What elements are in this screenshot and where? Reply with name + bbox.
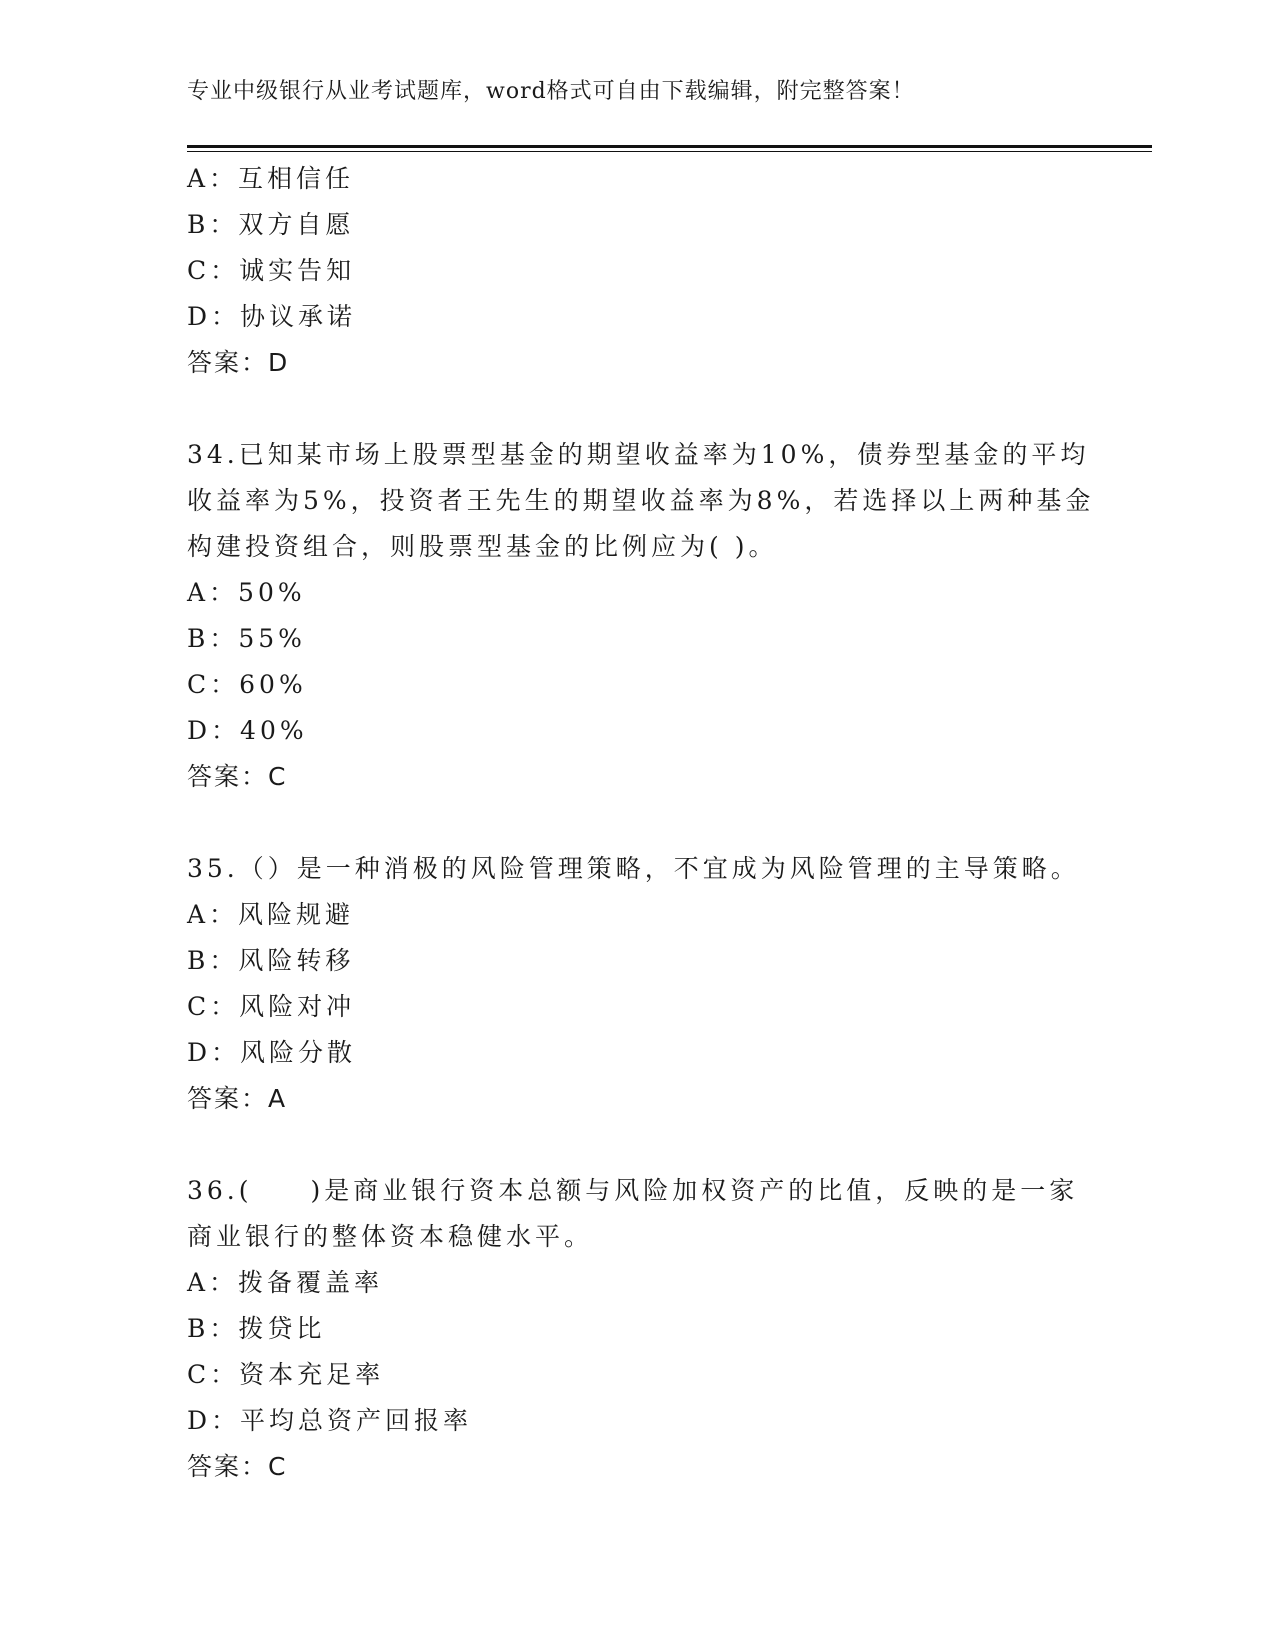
option-b: B：拨贷比 xyxy=(187,1314,326,1343)
answer-line: 答案：C xyxy=(187,1452,288,1481)
option-d: D：协议承诺 xyxy=(187,302,357,331)
question-text: 35.（）是一种消极的风险管理策略，不宜成为风险管理的主导策略。 xyxy=(187,854,1080,883)
header-rule-thin xyxy=(187,151,1152,152)
question-block-34 xyxy=(187,432,1095,800)
question-text: 34.已知某市场上股票型基金的期望收益率为10%，债券型基金的平均 xyxy=(187,440,1090,469)
option-a: A：拨备覆盖率 xyxy=(187,1268,384,1297)
page-header: 专业中级银行从业考试题库，word格式可自由下载编辑，附完整答案！ xyxy=(187,79,915,104)
option-c: C：资本充足率 xyxy=(187,1360,385,1389)
question-block-36 xyxy=(187,1168,1087,1490)
option-b: B：双方自愿 xyxy=(187,210,355,239)
option-c: C：60% xyxy=(187,670,307,699)
question-block-35 xyxy=(187,846,1087,1122)
spacer xyxy=(187,1122,1087,1168)
option-d: D：风险分散 xyxy=(187,1038,357,1067)
option-b: B：55% xyxy=(187,624,306,653)
option-a: A：50% xyxy=(187,578,306,607)
option-a: A：风险规避 xyxy=(187,900,355,929)
header-rule-thick xyxy=(187,145,1152,148)
answer-line: 答案：A xyxy=(187,1084,288,1113)
spacer xyxy=(187,800,1087,846)
question-block-prev xyxy=(187,156,1087,386)
question-text: 商业银行的整体资本稳健水平。 xyxy=(187,1222,594,1251)
option-c: C：风险对冲 xyxy=(187,992,356,1021)
question-text: 收益率为5%，投资者王先生的期望收益率为8%，若选择以上两种基金 xyxy=(187,486,1095,515)
question-text: 构建投资组合，则股票型基金的比例应为( )。 xyxy=(187,532,778,561)
option-c: C：诚实告知 xyxy=(187,256,356,285)
answer-line: 答案：C xyxy=(187,762,288,791)
spacer xyxy=(187,386,1087,432)
question-text: 36.( )是商业银行资本总额与风险加权资产的比值，反映的是一家 xyxy=(187,1176,1079,1205)
document-body xyxy=(187,156,1095,1490)
answer-line: 答案：D xyxy=(187,348,290,377)
option-d: D：平均总资产回报率 xyxy=(187,1406,473,1435)
option-a: A：互相信任 xyxy=(187,164,355,193)
option-b: B：风险转移 xyxy=(187,946,355,975)
option-d: D：40% xyxy=(187,716,308,745)
